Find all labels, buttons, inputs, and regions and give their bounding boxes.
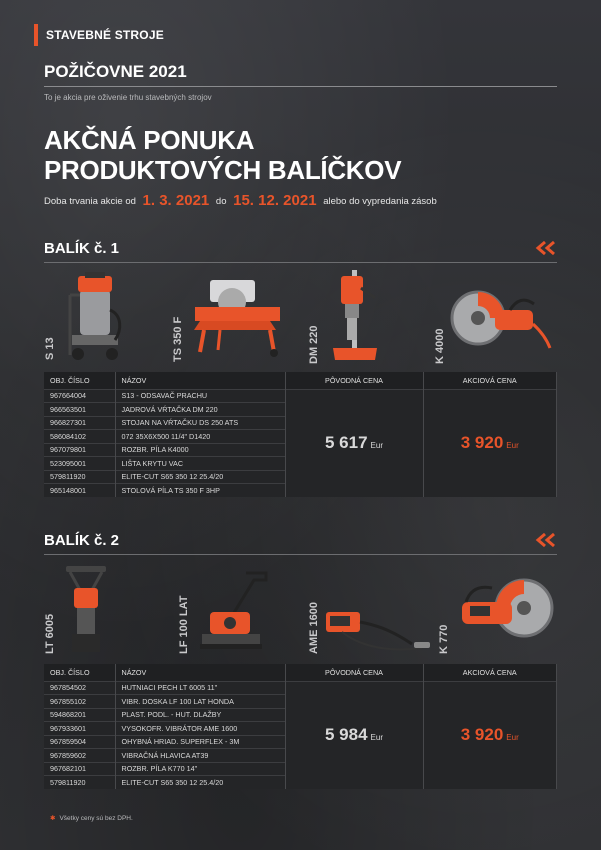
package-2-title: BALÍK č. 2 <box>44 532 120 549</box>
plate-compactor-image <box>196 568 276 653</box>
rammer-image <box>62 562 112 657</box>
original-price: 5 617 Eur <box>285 389 423 497</box>
table-row: 579811920 ELITE-CUT S65 350 12 25.4/20 <box>44 470 557 484</box>
column-header-original-price: PÔVODNÁ CENA <box>285 664 423 681</box>
date-from: 1. 3. 2021 <box>142 192 210 209</box>
column-header-code: OBJ. ČÍSLO <box>44 664 115 681</box>
cut-off-saw-image <box>452 572 557 652</box>
divider <box>44 86 557 87</box>
column-header-action-price: AKCIOVÁ CENA <box>423 372 557 389</box>
product-label: LF 100 LAT <box>178 595 190 654</box>
action-duration: Doba trvania akcie od 1. 3. 2021 do 15. 12. 2021 alebo do vypredania zásob <box>44 192 437 209</box>
table-row: 966563501 JADROVÁ VŔTAČKA DM 220 <box>44 403 557 417</box>
divider <box>44 554 557 555</box>
table-row: 594868201 PLAST. PODL. - HUT. DLAŽBY <box>44 708 557 722</box>
concrete-vibrator-image <box>322 604 432 654</box>
product-label: TS 350 F <box>172 316 184 362</box>
product-label: K 770 <box>438 624 450 654</box>
table-row: 586084102 072 35X6X500 11/4" D1420 <box>44 430 557 444</box>
divider <box>44 262 557 263</box>
column-header-code: OBJ. ČÍSLO <box>44 372 115 389</box>
dust-extractor-image <box>60 270 130 365</box>
package-1-title: BALÍK č. 1 <box>44 240 120 257</box>
table-row: 579811920 ELITE-CUT S65 350 12 25.4/20 <box>44 776 557 790</box>
core-drill-image <box>325 268 385 363</box>
action-price: 3 920 Eur <box>423 681 557 789</box>
column-header-name: NÁZOV <box>115 372 285 389</box>
cut-off-saw-image <box>450 280 555 360</box>
product-label: S 13 <box>44 337 56 360</box>
table-row: 967854502 HUTNIACI PECH LT 6005 11" 5 984 Eur 3 920 Eur <box>44 681 557 695</box>
table-row: 967859504 OHYBNÁ HRIAD. SUPERFLEX - 3M <box>44 735 557 749</box>
date-to: 15. 12. 2021 <box>233 192 317 209</box>
table-row: 967855102 VIBR. DOSKA LF 100 LAT HONDA <box>44 695 557 709</box>
column-header-name: NÁZOV <box>115 664 285 681</box>
product-label: K 4000 <box>434 328 446 364</box>
table-row: 966827301 STOJAN NA VŔTAČKU DS 250 ATS <box>44 416 557 430</box>
original-price: 5 984 Eur <box>285 681 423 789</box>
column-header-original-price: PÔVODNÁ CENA <box>285 372 423 389</box>
table-row: 965148001 STOLOVÁ PÍLA TS 350 F 3HP <box>44 484 557 498</box>
table-saw-image <box>190 272 285 357</box>
page-title <box>44 125 401 185</box>
year-title: POŽIČOVNE 2021 <box>44 62 187 81</box>
table-row: 967664004 S13 - ODSAVAČ PRACHU 5 617 Eur 3 920 Eur <box>44 389 557 403</box>
product-label: DM 220 <box>308 325 320 364</box>
table-row: 967682101 ROZBR. PÍLA K770 14" <box>44 762 557 776</box>
action-price: 3 920 Eur <box>423 389 557 497</box>
asterisk-icon: ✱ <box>50 815 56 822</box>
column-header-action-price: AKCIOVÁ CENA <box>423 664 557 681</box>
section-tag: STAVEBNÉ STROJE <box>34 24 164 46</box>
title-line-2: PRODUKTOVÝCH BALÍČKOV <box>44 155 402 185</box>
product-label: LT 6005 <box>44 613 56 654</box>
table-row: 967079801 ROZBR. PÍLA K4000 <box>44 443 557 457</box>
package-1-table <box>44 372 557 497</box>
table-row: 967933601 VYSOKOFR. VIBRÁTOR AME 1600 <box>44 722 557 736</box>
double-chevron-left-icon <box>535 533 557 547</box>
subtitle: To je akcia pre oživenie trhu stavebných strojov <box>44 93 212 102</box>
package-2-table <box>44 664 557 789</box>
double-chevron-left-icon <box>535 241 557 255</box>
table-row: 523095001 LIŠTA KRYTU VAC <box>44 457 557 471</box>
table-row: 967859602 VIBRAČNÁ HLAVICA AT39 <box>44 749 557 763</box>
footnote: ✱ Všetky ceny sú bez DPH. <box>50 815 133 822</box>
title-line-1: AKČNÁ PONUKA <box>44 125 255 155</box>
product-label: AME 1600 <box>308 602 320 654</box>
